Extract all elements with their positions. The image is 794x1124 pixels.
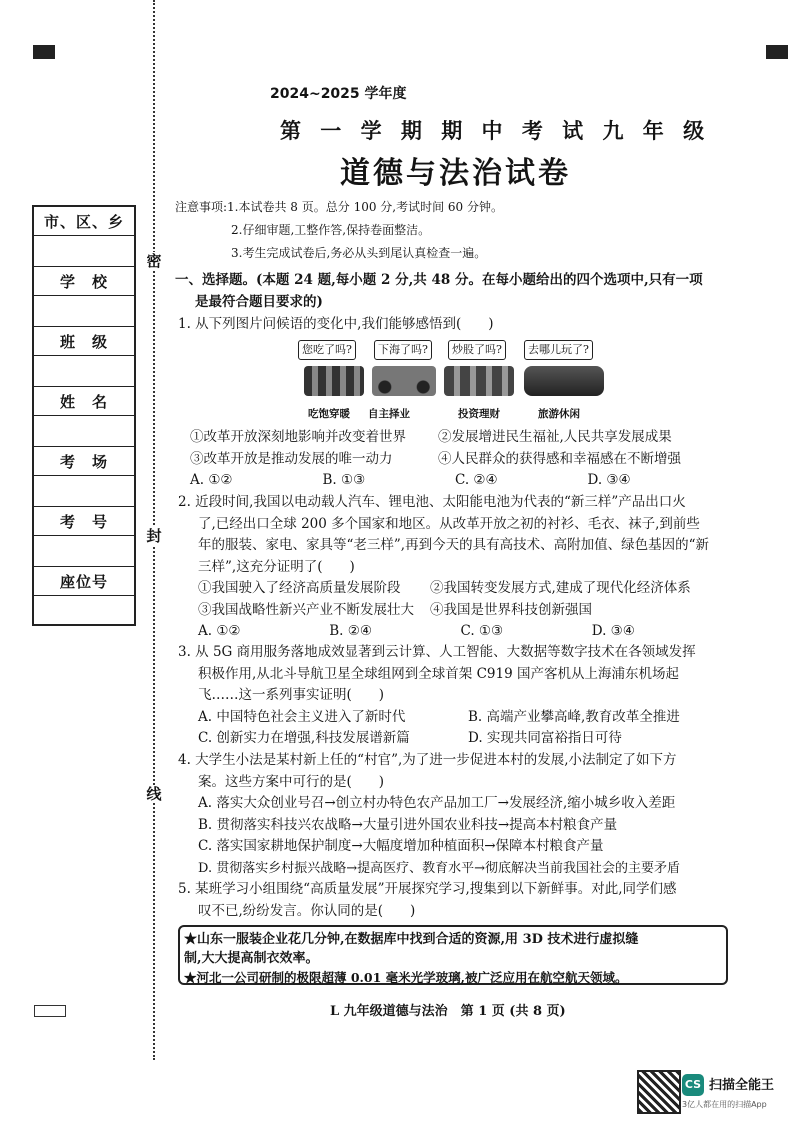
answer-option-a[interactable]: A. 中国特色社会主义进入了新时代 [198, 708, 406, 725]
question-line: 积极作用,从北斗导航卫星全球组网到全球首架 C919 国产客机从上海浦东机场起 [198, 665, 679, 682]
answer-option-a[interactable]: A. 落实大众创业号召→创立村办特色农产品加工厂→发展经济,缩小城乡收入差距 [198, 795, 676, 811]
field-input-exam-room[interactable] [33, 476, 135, 507]
statement: ①改革开放深刻地影响并改变着世界 [190, 429, 406, 445]
section-heading-line: 一、选择题。(本题 24 题,每小题 2 分,共 48 分。在每小题给出的四个选项中,只有一项 [175, 272, 703, 288]
speech-bubble: 去哪儿玩了? [524, 340, 593, 360]
cartoon-car-icon [524, 366, 604, 396]
answer-option-a[interactable]: A. ①② [190, 472, 233, 488]
note-line: 注意事项:1.本试卷共 8 页。总分 100 分,考试时间 60 分钟。 [175, 200, 504, 214]
answer-option-c[interactable]: C. ①③ [460, 623, 504, 639]
registration-mark-right [766, 45, 788, 59]
question-line: 3. 从 5G 商用服务落地成效显著到云计算、人工智能、大数据等数字技术在各领域发挥 [178, 644, 696, 660]
question-line: 叹不已,纷纷发言。你认同的是( ) [198, 902, 416, 919]
question-1-statements [190, 427, 720, 492]
field-label-seat: 座位号 [33, 567, 135, 596]
section-heading [175, 270, 735, 313]
answer-option-c[interactable]: C. ②④ [455, 472, 498, 488]
qr-code-icon [637, 1070, 681, 1114]
question-1-cartoon [298, 340, 618, 422]
exam-title: 第 一 学 期 期 中 考 试 九 年 级 [280, 118, 711, 143]
answer-option-c[interactable]: C. 落实国家耕地保护制度→大幅度增加种植面积→保障本村粮食产量 [198, 838, 604, 854]
seal-char-feng: 封 [146, 527, 162, 545]
field-label-school: 学 校 [33, 267, 135, 296]
question-line: 飞……这一系列事实证明( ) [198, 687, 385, 703]
answer-option-b[interactable]: B. ②④ [329, 623, 372, 639]
cartoon-motorbike-icon [444, 366, 514, 396]
field-input-seat[interactable] [33, 596, 135, 626]
cartoon-caption: 旅游休闲 [538, 408, 580, 420]
answer-option-d[interactable]: D. ③④ [591, 623, 635, 639]
news-box [178, 925, 728, 985]
answer-option-d[interactable]: D. 贯彻落实乡村振兴战略→提高医疗、教育水平→彻底解决当前我国社会的主要矛盾 [198, 860, 681, 876]
speech-bubble: 您吃了吗? [298, 340, 356, 360]
statement: ④我国是世界科技创新强国 [430, 601, 592, 618]
field-label-class: 班 级 [33, 327, 135, 356]
news-item: 制,大大提高制衣效率。 [184, 951, 319, 966]
field-label-exam-room: 考 场 [33, 447, 135, 476]
statement: ②发展增进民生福祉,人民共享发展成果 [438, 429, 672, 445]
cartoon-people-icon [304, 366, 364, 396]
statement: ①我国驶入了经济高质量发展阶段 [198, 580, 401, 596]
student-info-table [32, 205, 136, 626]
field-label-district: 市、区、乡 [33, 206, 135, 236]
exam-notes [175, 196, 503, 265]
answer-option-d[interactable]: D. ③④ [587, 472, 631, 488]
answer-option-b[interactable]: B. ①③ [322, 472, 366, 488]
field-input-exam-number[interactable] [33, 536, 135, 567]
field-label-name: 姓 名 [33, 387, 135, 416]
news-item: ★河北一公司研制的极限超薄 0.01 毫米光学玻璃,被广泛应用在航空航天领域。 [184, 970, 628, 985]
camscanner-logo-icon: CS [682, 1074, 704, 1096]
question-line: 三样”,这充分证明了( ) [198, 558, 355, 575]
question-line: 年的服装、家电、家具等“老三样”,再到今天的具有高技术、高附加值、绿色基因的“新 [198, 537, 709, 553]
cartoon-bicycle-icon [372, 366, 436, 396]
answer-option-c[interactable]: C. 创新实力在增强,科技发展谱新篇 [198, 730, 410, 746]
note-line: 3.考生完成试卷后,务必从头到尾认真检查一遍。 [231, 246, 487, 260]
field-label-exam-number: 考 号 [33, 507, 135, 536]
question-line: 2. 近段时间,我国以电动载人汽车、锂电池、太阳能电池为代表的“新三样”产品出口火 [178, 494, 686, 510]
question-1-stem: 1. 从下列图片问候语的变化中,我们能够感悟到( ) [178, 316, 494, 332]
news-item: ★山东一服装企业花几分钟,在数据库中找到合适的资源,用 3D 技术进行虚拟缝 [184, 932, 639, 947]
statement: ③我国战略性新兴产业不断发展壮大 [198, 601, 414, 618]
field-input-school[interactable] [33, 296, 135, 327]
question-5 [178, 879, 728, 922]
answer-option-b[interactable]: B. 高端产业攀高峰,教育改革全推进 [468, 708, 680, 725]
statement: ③改革开放是推动发展的唯一动力 [190, 450, 393, 467]
question-2 [178, 492, 723, 643]
field-input-class[interactable] [33, 356, 135, 387]
corner-box [34, 1005, 66, 1017]
page-footer: L 九年级道德与法治 第 1 页 (共 8 页) [330, 1004, 566, 1019]
section-heading-line: 是最符合题目要求的) [195, 293, 323, 310]
field-input-name[interactable] [33, 416, 135, 447]
registration-mark-left [33, 45, 55, 59]
field-input-district[interactable] [33, 236, 135, 267]
question-4 [178, 750, 728, 879]
cartoon-caption: 吃饱穿暖 [308, 408, 350, 420]
note-line: 2.仔细审题,工整作答,保持卷面整洁。 [231, 223, 431, 237]
speech-bubble: 炒股了吗? [448, 340, 506, 360]
question-line: 5. 某班学习小组围绕“高质量发展”开展探究学习,搜集到以下新鲜事。对此,同学们感 [178, 881, 677, 897]
question-line: 4. 大学生小法是某村新上任的“村官”,为了进一步促进本村的发展,小法制定了如下方 [178, 752, 677, 768]
seal-char-xian: 线 [146, 785, 162, 803]
question-3 [178, 642, 723, 750]
question-line: 了,已经出口全球 200 多个国家和地区。从改革开放之初的衬衫、毛衣、袜子,到前些 [198, 515, 700, 532]
scanner-app-tagline: 3亿人都在用的扫描App [682, 1100, 767, 1109]
statement: ④人民群众的获得感和幸福感在不断增强 [438, 450, 681, 467]
cartoon-caption: 自主择业 [368, 408, 410, 420]
answer-option-d[interactable]: D. 实现共同富裕指日可待 [468, 730, 622, 746]
subject-title: 道德与法治试卷 [340, 156, 571, 191]
scanner-app-name: 扫描全能王 [709, 1078, 775, 1093]
answer-option-b[interactable]: B. 贯彻落实科技兴农战略→大量引进外国农业科技→提高本村粮食产量 [198, 816, 618, 833]
speech-bubble: 下海了吗? [374, 340, 432, 360]
cartoon-caption: 投资理财 [458, 408, 500, 420]
question-line: 案。这些方案中可行的是( ) [198, 773, 385, 790]
school-year: 2024~2025 学年度 [270, 86, 407, 102]
seal-char-mi: 密 [146, 252, 162, 270]
statement: ②我国转变发展方式,建成了现代化经济体系 [430, 580, 691, 596]
answer-option-a[interactable]: A. ①② [198, 623, 241, 639]
